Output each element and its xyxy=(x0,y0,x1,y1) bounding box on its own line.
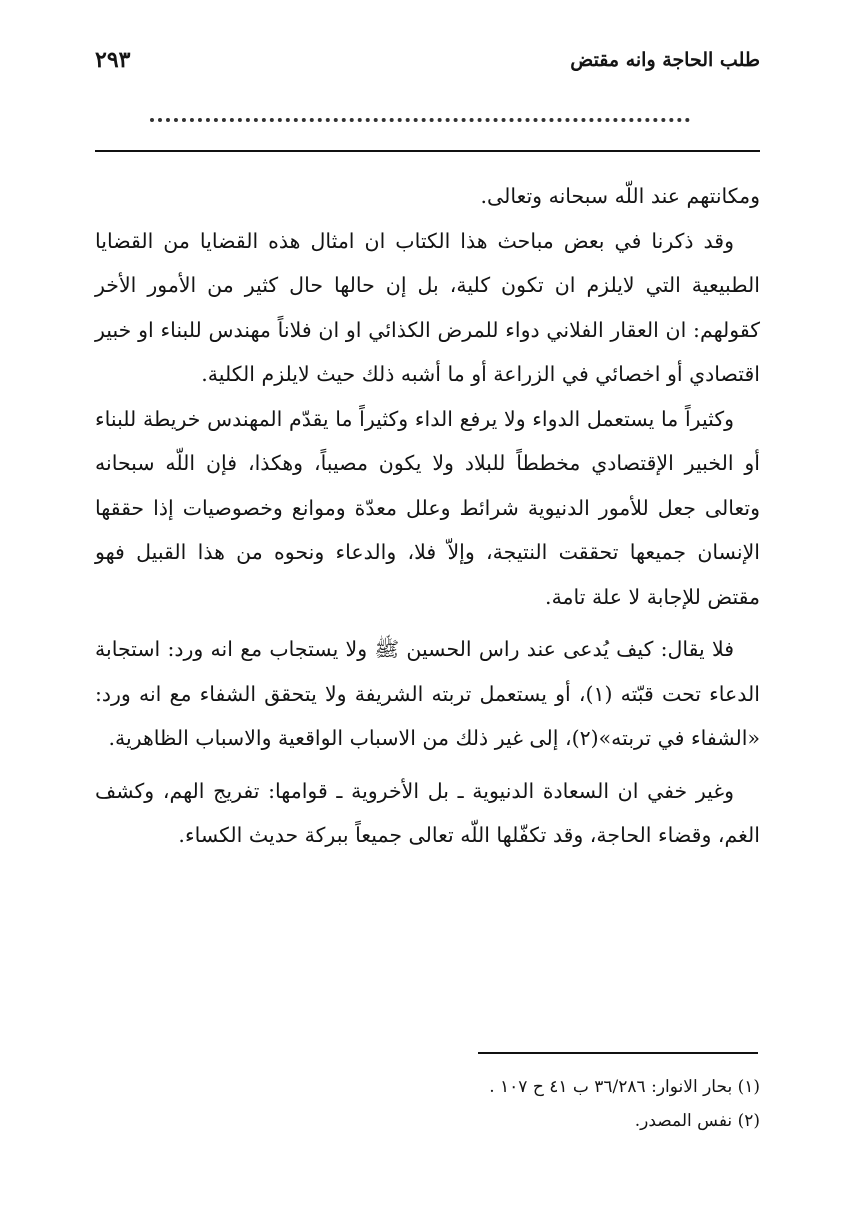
footnote: (١) بحار الانوار: ٣٦/٢٨٦ ب ٤١ ح ١٠٧ . xyxy=(489,1077,760,1097)
paragraph: ومكانتهم عند اللّه سبحانه وتعالى. xyxy=(480,184,760,208)
paragraph: وقد ذكرنا في بعض مباحث هذا الكتاب ان امثال هذه القضايا من القضايا الطبيعية التي لايلزم ان تكون كلية، بل إن حالها حال كثير من الأمور الأخر كقولهم: ان العقار الفلاني دواء للمرض الكذائي او ان فلاناً مهندس للبناء او خبير اقتصادي أو اخصائي في الزراعة أو ما أشبه ذلك حيث لايلزم الكلية. xyxy=(95,228,760,386)
footnotes xyxy=(95,1070,760,1138)
paragraph: وغير خفي ان السعادة الدنيوية ـ بل الأخروية ـ قوامها: تفريج الهم، وكشف الغم، وقضاء الحاجة، وقد تكفّلها اللّه تعالى جميعاً ببركة حديث الكساء. xyxy=(95,778,760,847)
body-text xyxy=(95,174,760,858)
page-header xyxy=(95,40,760,80)
footnote: (٢) نفس المصدر. xyxy=(634,1111,760,1131)
footnote-separator xyxy=(478,1052,758,1054)
dotted-ornament-line xyxy=(150,108,690,122)
paragraph: فلا يقال: كيف يُدعى عند راس الحسين ﷺ ولا يستجاب مع انه ورد: استجابة الدعاء تحت قبّته (١)، أو يستعمل تربته الشريفة ولا يتحقق الشفاء مع انه ورد: «الشفاء في تربته»(٢)، إلى غير ذلك من الاسباب الواقعية والاسباب الظاهرية. xyxy=(95,637,760,750)
paragraph: وكثيراً ما يستعمل الدواء ولا يرفع الداء وكثيراً ما يقدّم المهندس خريطة للبناء أو الخبير الإقتصادي مخططاً للبلاد ولا يكون مصيباً، وهكذا، فإن اللّه سبحانه وتعالى جعل للأمور الدنيوية شرائط وعلل معدّة وموانع وخصوصيات إذا حققها الإنسان جميعها تحققت النتيجة، وإلاّ فلا، والدعاء ونحوه من هذا القبيل فهو مقتض للإجابة لا علة تامة. xyxy=(95,406,760,609)
header-rule xyxy=(95,150,760,152)
running-title: طلب الحاجة وانه مقتض xyxy=(570,49,760,71)
page-number: ٢٩٣ xyxy=(95,47,131,73)
